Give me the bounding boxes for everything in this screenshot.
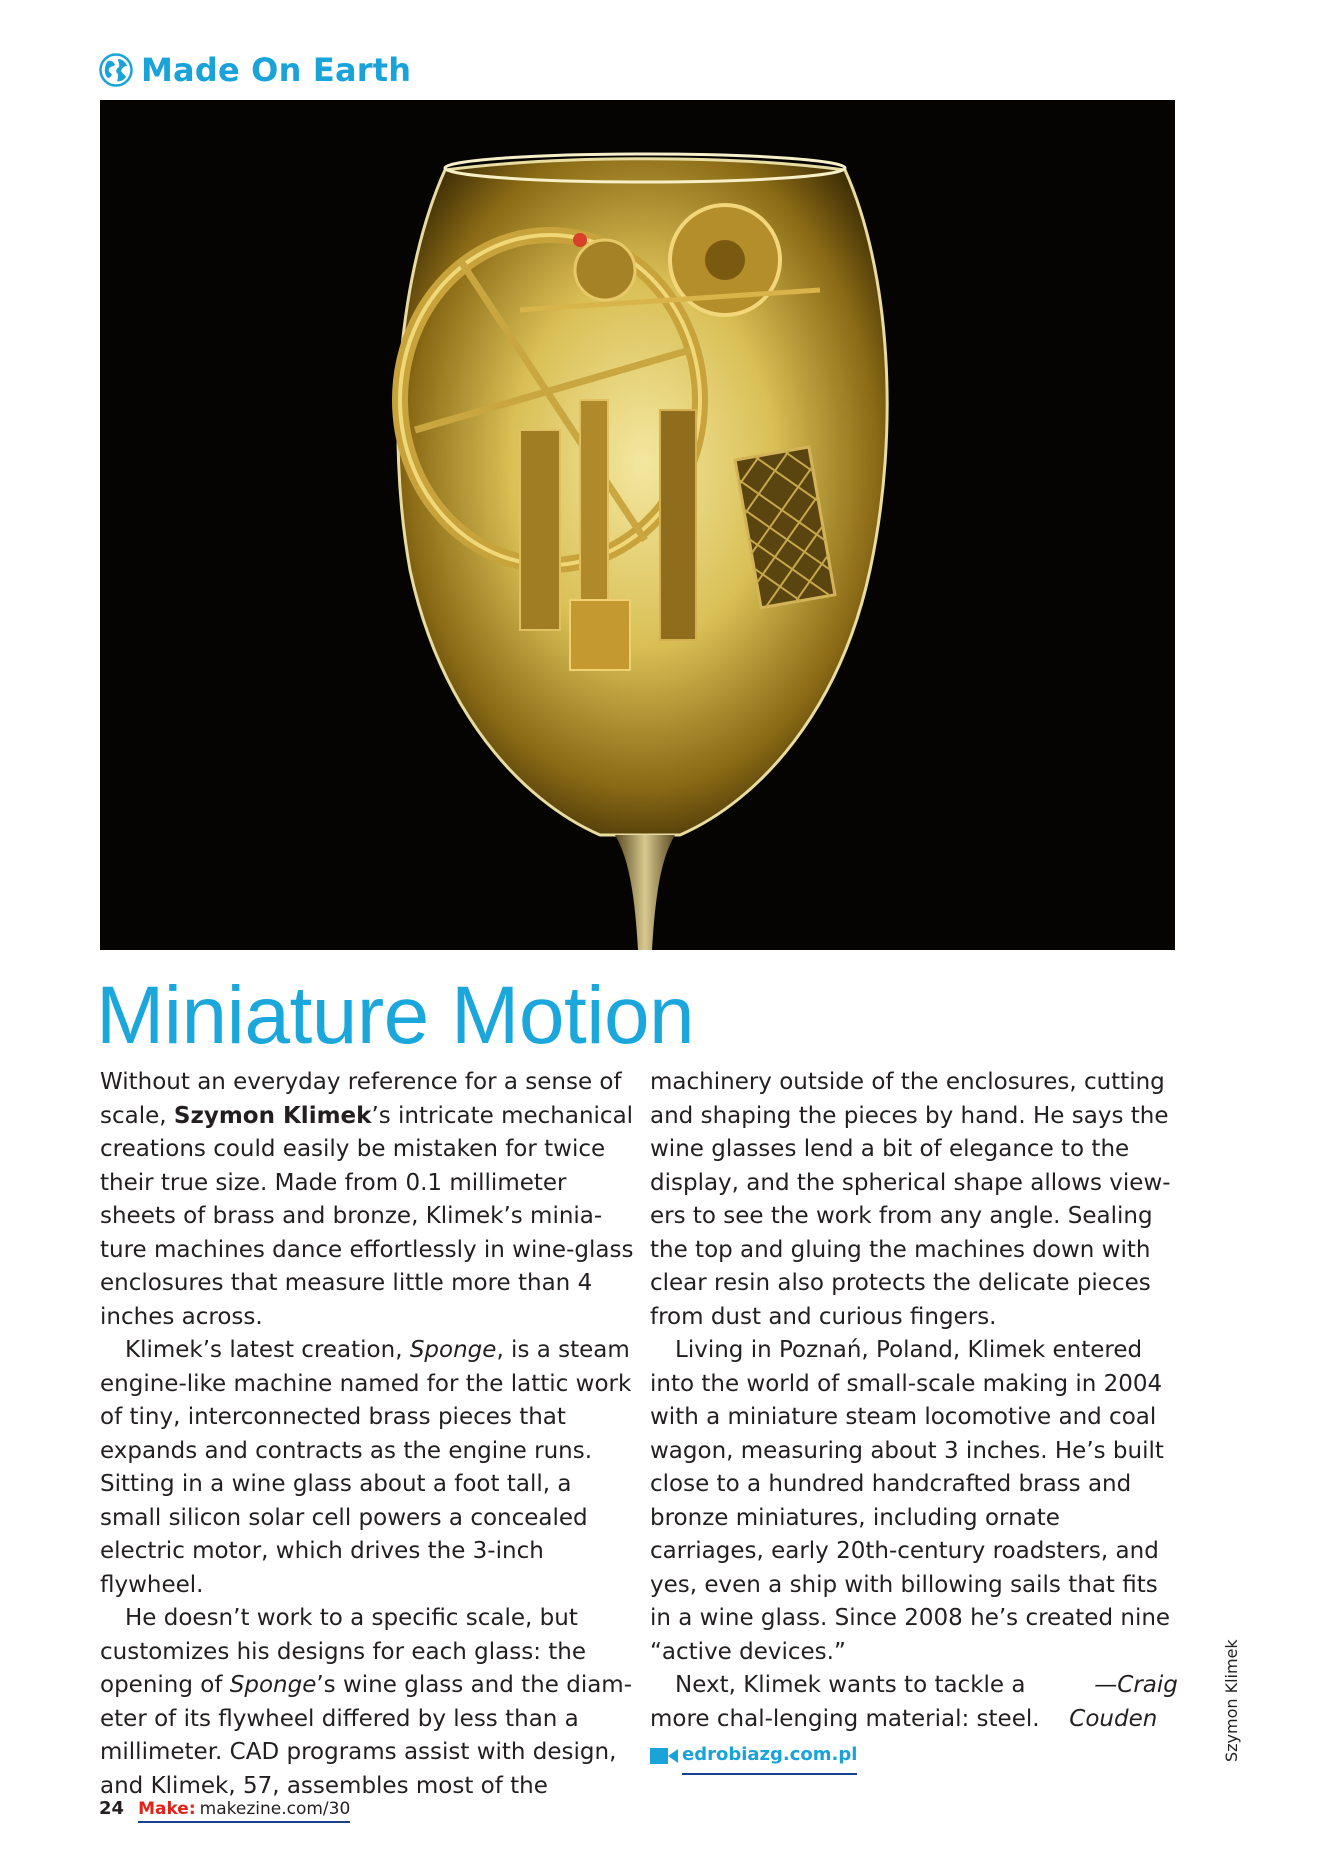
article-column-left <box>100 1066 640 1803</box>
paragraph-5: Living in Poznań, Poland, Klimek entered into the world of small-scale making in 2004 with a miniature steam locomotive and coal wagon, measuring about 3 inches. He’s built close to a hundred handcrafted brass and bronze miniatures, including ornate carriages, early 20th-century roadsters, and yes, even a ship with billowing sails that fits in a wine glass. Since 2008 he’s created nine “active devices.” <box>650 1337 1171 1665</box>
make-logo: Make: <box>138 1799 196 1819</box>
footer-link[interactable] <box>138 1799 350 1823</box>
author-byline: —Craig Couden <box>1069 1672 1178 1732</box>
work-title: Sponge <box>409 1337 497 1363</box>
wine-glass-illustration <box>100 100 1175 950</box>
paragraph-1-rest: ’s intricate mechanical creations could easily be mistaken for twice their true size. Made from 0.1 millimeter sheets of brass and bronze, Klimek’s minia-ture machines dance effortlessly in wine-glass enclosures that measure little more than 4 inches across. <box>100 1102 634 1330</box>
maker-name: Szymon Klimek <box>173 1102 372 1129</box>
page-number: 24 <box>99 1798 125 1819</box>
paragraph-2-lead: Klimek’s latest creation, <box>125 1337 410 1363</box>
article-headline: Miniature Motion <box>96 970 695 1061</box>
paragraph-3-lead: He doesn’t work to a specific scale, but customizes his designs for each glass: the opening of <box>100 1605 587 1698</box>
paragraph-2-rest: , is a steam engine-like machine named for the lattic work of tiny, interconnected brass pieces that expands and contracts as the engine runs. Sitting in a wine glass about a foot tall, a small silicon solar cell powers a concealed electric motor, which drives the 3-inch flywheel. <box>100 1337 632 1598</box>
website-link[interactable] <box>650 1738 1180 1775</box>
hero-photo <box>100 100 1175 950</box>
work-title: Sponge <box>229 1672 317 1698</box>
paragraph-6 <box>650 1669 1180 1736</box>
paragraph-2 <box>100 1334 640 1602</box>
article-column-right <box>650 1066 1180 1775</box>
website-link-text[interactable]: edrobiazg.com.pl <box>682 1738 857 1775</box>
paragraph-6-text: Next, Klimek wants to tackle a more chal-lenging material: steel. <box>650 1672 1040 1732</box>
globe-icon <box>99 53 133 87</box>
photo-credit: Szymon Klimek <box>1222 1639 1241 1762</box>
section-title: Made On Earth <box>141 51 412 89</box>
footer-url[interactable]: makezine.com/30 <box>199 1799 351 1819</box>
page-footer <box>99 1798 350 1823</box>
video-camera-icon <box>650 1746 678 1766</box>
section-header <box>99 48 411 92</box>
paragraph-3-rest: ’s wine glass and the diam-eter of its flywheel differed by less than a millimeter. CAD programs assist with design, and Klimek, 57, assembles most of the <box>100 1672 633 1799</box>
paragraph-3 <box>100 1602 640 1803</box>
paragraph-4: machinery outside of the enclosures, cutting and shaping the pieces by hand. He says the wine glasses lend a bit of elegance to the display, and the spherical shape allows view-ers to see the work from any angle. Sealing the top and gluing the machines down with clear resin also protects the delicate pieces from dust and curious fingers. <box>650 1069 1171 1330</box>
paragraph-1 <box>100 1066 640 1334</box>
paragraph-1-lead: Without an everyday reference for a sense of scale, <box>100 1069 622 1129</box>
